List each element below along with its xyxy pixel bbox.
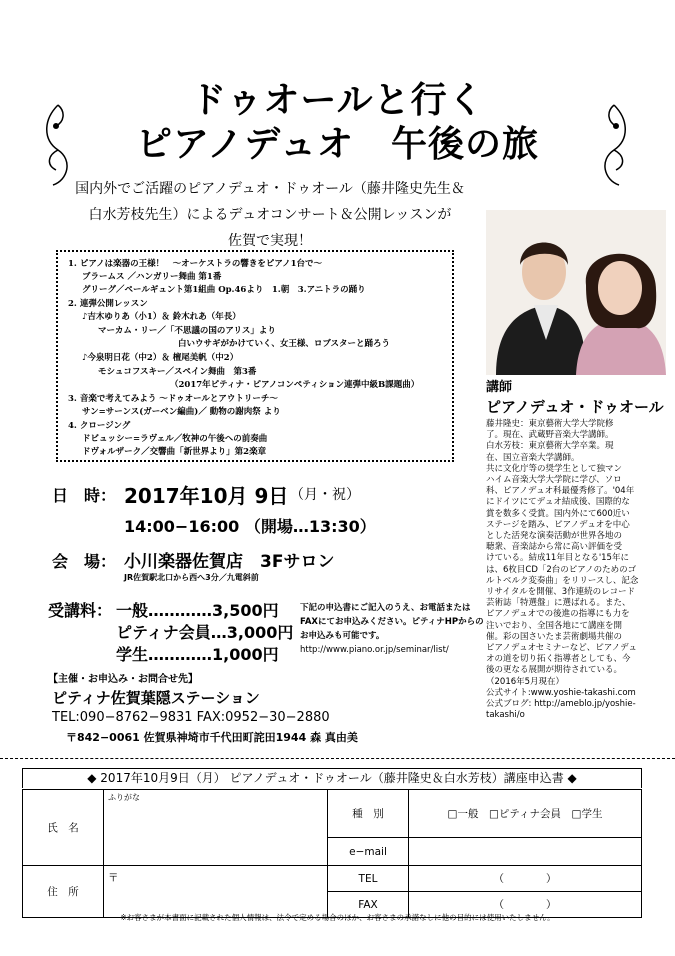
event-time: 14:00−16:00 （開場…13:30） [124, 517, 376, 536]
fee-price: 3,500円 [212, 601, 279, 620]
fax-field[interactable]: （ ） [409, 892, 642, 918]
bio-line: 了。現在、武蔵野音楽大学講師。 [486, 430, 614, 441]
organizer-contact: TEL:090−8762−9831 FAX:0952−30−2880 [52, 710, 330, 725]
fee-dots: … [210, 623, 227, 642]
bio-line: とした活発な演奏活動が世界各地の [486, 531, 623, 542]
program-item: ♪吉木ゆりあ（小1）＆ 鈴木れあ（年長） [82, 312, 241, 322]
fee-row-general [116, 598, 279, 621]
tel-field[interactable]: （ ） [409, 866, 642, 892]
privacy-footnote: ※お客さまが本書面に記載された個人情報は、法令で定める場合のほか、お客さまの承諾なしに他の目的には使用いたしません。 [120, 913, 555, 922]
bio-line: ピアノデュオでの後進の指導にも力を [486, 609, 630, 620]
fee-note-line: FAXにてお申込みください。ピティナHPからの [300, 617, 484, 627]
title-line1: ドゥオールと行く [190, 80, 485, 121]
postal-mark: 〒 [108, 872, 119, 884]
bio-line: 聴衆、音楽誌から常に高い評価を受 [486, 542, 623, 553]
fee-name: ピティナ会員 [116, 623, 211, 642]
organizer-name: ピティナ佐賀葉隠ステーション [52, 689, 260, 707]
fee-note-line: 下記の申込書にご記入のうえ、お電話または [300, 603, 471, 613]
fax-label: FAX [328, 892, 409, 918]
program-item: ♪今泉明日花（中2）＆ 檀尾美帆（中2） [82, 353, 239, 363]
bio-line: 催。彩の国さいたま芸術劇場共催の [486, 631, 623, 642]
email-field[interactable] [409, 838, 642, 866]
instructor-name: ピアノデュオ・ドゥオール [486, 398, 664, 416]
fee-row-student [116, 642, 279, 665]
fee-note [300, 601, 484, 657]
furigana-label: ふりがな [108, 793, 140, 802]
venue-name: 小川楽器佐賀店 3Fサロン [124, 552, 335, 572]
bio-line: リサイタルを開催、3作連続のレコード [486, 587, 636, 598]
bio-line: にドイツにてデュオ結成後、国際的な [486, 497, 630, 508]
program-item: マーカム・リー／「不思議の国のアリス」より [98, 326, 276, 336]
instructor-label: 講師 [486, 380, 513, 395]
event-date: 2017年10月 9日 [124, 484, 289, 508]
program-item: 4. クロージング [68, 421, 131, 431]
address-label: 住 所 [23, 866, 104, 918]
form-header: ◆ 2017年10月9日（月） ピアノデュオ・ドゥオール（藤井隆史＆白水芳枝）講座申込書 ◆ [22, 768, 642, 788]
fee-dots: ………… [148, 645, 213, 664]
instructor-photo [486, 210, 666, 375]
bio-line: 公式ブログ: http://ameblo.jp/yoshie- [486, 699, 636, 710]
fee-note-line: お申込みも可能です。 [300, 631, 385, 641]
bio-line: 芸術誌「特選盤」に選ばれる。また、 [486, 598, 631, 609]
bio-line: 後の更なる展開が期待されている。 [486, 665, 623, 676]
intro-line3: 佐賀で実現！ [228, 233, 312, 249]
name-label: 氏 名 [23, 790, 104, 866]
program-item: 1. ピアノは楽器の王様！ ～オーケストラの響きをピアノ1台で～ [68, 259, 323, 269]
program-item: 白いウサギがかけていく、女王様、ロブスターと踊ろう [178, 339, 390, 349]
program-item: 3. 音楽で考えてみよう ～ドゥオールとアウトリーチ～ [68, 394, 278, 404]
fee-row-member [116, 620, 293, 643]
bio-line: は、6枚目CD「2台のピアノのためのゴ [486, 564, 637, 575]
bio-line: ルトベルク変奏曲」をリリースし、記念 [486, 575, 639, 586]
type-options[interactable]: □一般 □ピティナ会員 □学生 [409, 790, 642, 838]
bio-line: 藤井隆史：東京藝術大学大学院修 [486, 419, 614, 429]
bio-line: （2016年5月現在） [486, 676, 565, 687]
program-item: モシュコフスキー／スペイン舞曲 第3番 [98, 367, 257, 377]
intro-line2: 白水芳枝先生）によるデュオコンサート＆公開レッスンが [88, 207, 452, 223]
bio-line: takashi/o [486, 710, 525, 721]
fee-dots: ………… [148, 601, 213, 620]
program-item: グリーグ／ペールギュント第1組曲 Op.46より 1.朝 3.アニトラの踊り [82, 285, 366, 295]
date-label: 日 時： [52, 486, 117, 505]
intro-line1: 国内外でご活躍のピアノデュオ・ドゥオール（藤井隆史先生＆ [75, 181, 465, 197]
bio-line: オの道を切り拓く指導者としても、今 [486, 654, 631, 665]
bio-line: 注いでおり、全国各地にて講座を開 [486, 620, 623, 631]
address-field[interactable] [104, 866, 328, 918]
fee-price: 3,000円 [226, 623, 294, 642]
bio-line: けている。結成11年目となる'15年に [486, 553, 629, 564]
venue-access: JR佐賀駅北口から西へ3分／九電斜前 [124, 573, 259, 582]
bio-line: ステージを踏み、ピアノデュオを中心 [486, 519, 630, 530]
program-item: サン=サーンス(ガーベン編曲)／ 動物の謝肉祭 より [82, 407, 281, 417]
organizer-heading: 【主催・お申込み・お問合せ先】 [48, 674, 198, 685]
fee-name: 学生 [116, 645, 149, 664]
program-item: ドヴォルザーク／交響曲「新世界より」第2楽章 [82, 447, 267, 457]
cut-line [0, 758, 675, 759]
program-box [56, 250, 454, 462]
bio-line: 科、ピアノデュオ科最優秀修了。'04年 [486, 486, 635, 497]
program-item: ブラームス ／ハンガリー舞曲 第1番 [82, 272, 222, 282]
bio-line: ピアノデュオセミナーなど、ピアノデュ [486, 643, 637, 654]
program-item: 2. 連弾公開レッスン [68, 299, 148, 309]
program-item: ドビュッシー=ラヴェル／牧神の午後への前奏曲 [82, 434, 268, 444]
fee-label: 受講料： [48, 601, 113, 620]
bio-line: 賞を数多く受賞。国内外にて600近い [486, 508, 630, 519]
fee-url: http://www.piano.or.jp/seminar/list/ [300, 645, 449, 655]
fee-name: 一般 [116, 601, 149, 620]
bio-line: 公式サイト:www.yoshie-takashi.com [486, 687, 636, 698]
organizer-address: 〒842−0061 佐賀県神埼市千代田町詫田1944 森 真由美 [66, 731, 358, 744]
bio-line: 在、国立音楽大学講師。 [486, 452, 580, 463]
program-item: （2017年ピティナ・ピアノコンペティション連弾中級B課題曲） [170, 380, 420, 390]
title-line2: ピアノデュオ 午後の旅 [135, 124, 540, 165]
bio-line: 共に文化庁等の奨学生として独マン [486, 463, 623, 474]
bio-line: ハイム音楽大学大学院に学び、ソロ [486, 475, 622, 486]
fee-price: 1,000円 [212, 645, 279, 664]
name-field[interactable] [104, 790, 328, 866]
tel-label: TEL [328, 866, 409, 892]
type-label: 種 別 [328, 790, 409, 838]
instructor-bio [486, 419, 666, 721]
event-weekday: （月・祝） [290, 487, 360, 503]
application-form [22, 789, 642, 918]
email-label: e−mail [328, 838, 409, 866]
bio-line: 白水芳枝：東京藝術大学卒業。現 [486, 441, 614, 452]
venue-label: 会 場： [52, 552, 117, 571]
